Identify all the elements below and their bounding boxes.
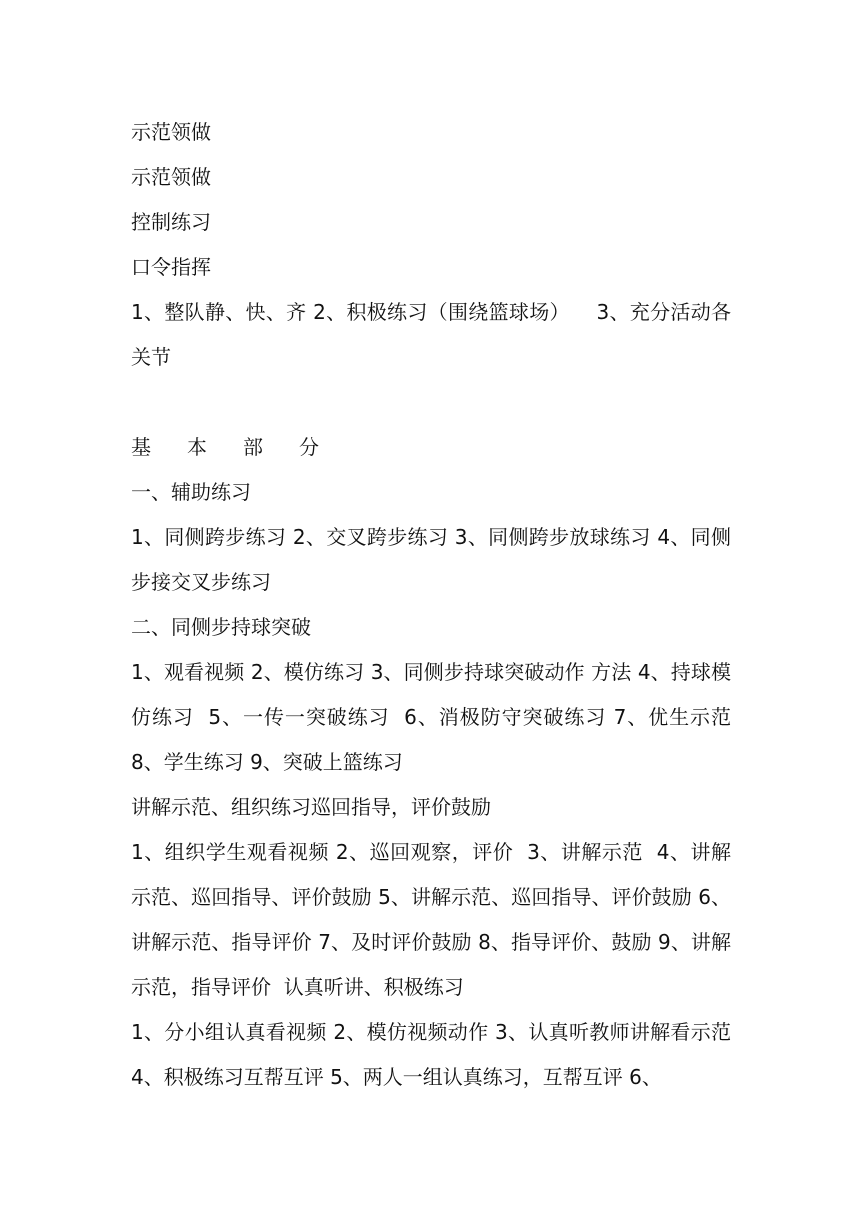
warmup-requirements: 1、整队静、快、齐 2、积极练习（围绕篮球场） 3、充分活动各关节 [131,300,731,369]
teaching-method: 讲解示范、组织练习巡回指导，评价鼓励 [131,795,491,819]
teacher-activities: 1、组织学生观看视频 2、巡回观察，评价 3、讲解示范 4、讲解示范、巡回指导、评价鼓励 5、讲解示范、巡回指导、评价鼓励 6、讲解示范、指导评价 7、及时评价鼓励 8、指导评价、鼓励 9、讲解示范，指导评价 认真听讲、积极练习 [131,840,731,999]
blank-line [131,380,731,425]
section-title [131,425,731,470]
heading-breakthrough: 二、同侧步持球突破 [131,615,311,639]
section-title-char: 分 [299,435,319,459]
auxiliary-practice-items: 1、同侧跨步练习 2、交叉跨步练习 3、同侧跨步放球练习 4、同侧步接交叉步练习 [131,525,731,594]
section-title-char: 部 [243,435,263,459]
line-3: 控制练习 [131,210,211,234]
section-title-char: 基 [131,435,151,459]
breakthrough-items: 1、观看视频 2、模仿练习 3、同侧步持球突破动作 方法 4、持球模仿练习 5、一传一突破练习 6、消极防守突破练习 7、优生示范 8、学生练习 9、突破上篮练习 [131,660,738,774]
line-2: 示范领做 [131,165,211,189]
document-page [131,110,738,1100]
line-4: 口令指挥 [131,255,211,279]
section-title-char: 本 [187,435,207,459]
student-activities: 1、分小组认真看视频 2、模仿视频动作 3、认真听教师讲解看示范 4、积极练习互帮互评 5、两人一组认真练习，互帮互评 6、 [131,1020,738,1089]
heading-auxiliary-practice: 一、辅助练习 [131,480,251,504]
line-1: 示范领做 [131,120,211,144]
